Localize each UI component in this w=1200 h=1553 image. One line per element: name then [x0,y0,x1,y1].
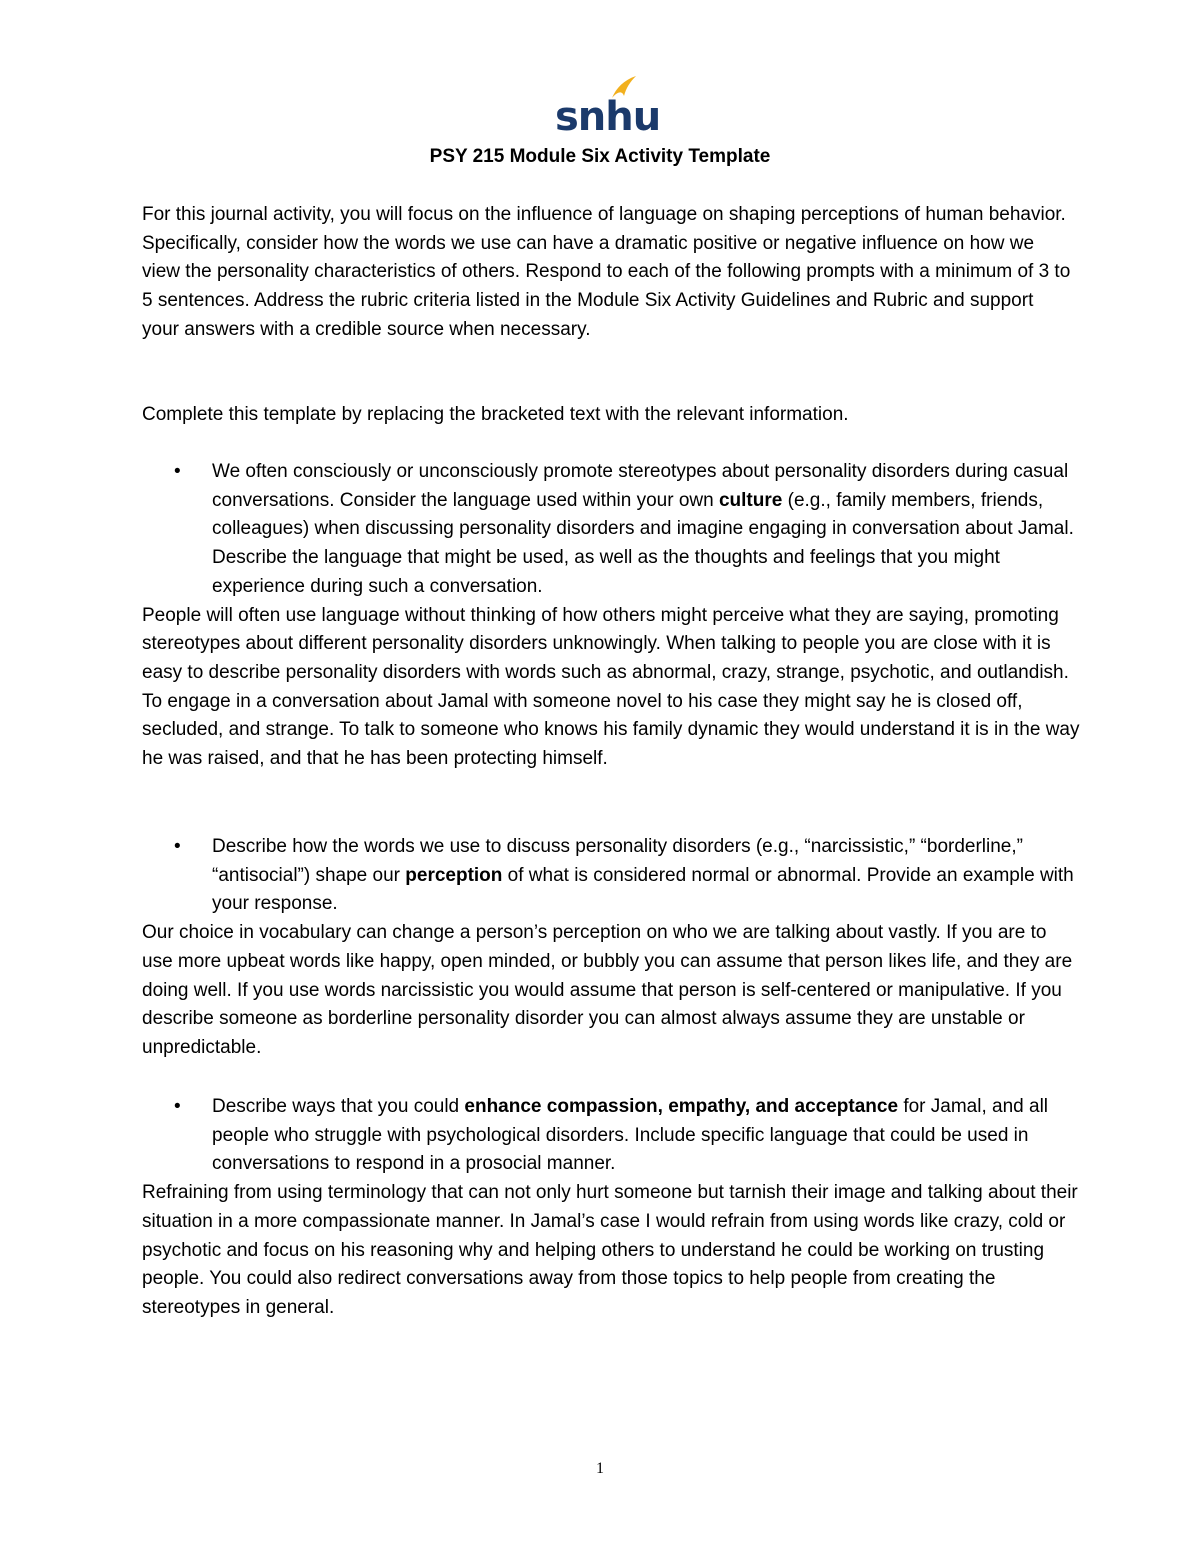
bullet-icon: • [174,836,181,857]
answer-2: Our choice in vocabulary can change a person’s perception on who we are talking about vastly. If you are to use more upbeat words like happy, open minded, or bubbly you can assume that person likes life, and they are doing well. If you use words narcissistic you would assume that person is self-centered or manipulative. If you describe someone as borderline personality disorder you can almost always assume they are unstable or unpredictable. [142,922,1073,1058]
prompt-3: • Describe ways that you could enhance compassion, empathy, and acceptance for Jamal, and all people who struggle with psychological disorders. Include specific language that could be used in conversations to respond in a prosocial manner. [142,1093,1082,1179]
page-title: PSY 215 Module Six Activity Template [429,146,771,167]
bullet-icon: • [174,461,181,482]
prompt-2: • Describe how the words we use to discuss personality disorders (e.g., “narcissistic,” “borderline,” “antisocial”) shape our perception of what is considered normal or abnormal. Provide an example with your response. [142,833,1082,919]
question-block-1 [142,458,1082,774]
page-number: 1 [596,1460,604,1477]
question-block-2 [142,833,1082,1063]
question-block-3 [142,1093,1082,1323]
answer-1: People will often use language without thinking of how others might perceive what they are saying, promoting stereotypes about different personality disorders unknowingly. When talking to people you are close with it is easy to describe personality disorders with words such as abnormal, crazy, strange, psychotic, and outlandish. To engage in a conversation about Jamal with someone novel to his case they might say he is closed off, secluded, and strange. To talk to someone who knows his family dynamic they would understand it is in the way he was raised, and that he has been protecting himself. [142,604,1080,770]
answer-3: Refraining from using terminology that can not only hurt someone but tarnish their image and talking about their situation in a more compassionate manner. In Jamal’s case I would refrain from using words like crazy, cold or psychotic and focus on his reasoning why and helping others to understand he could be working on trusting people. You could also redirect conversations away from those topics to help people from creating the stereotypes in general. [142,1182,1078,1318]
logo-wordmark: snhu [555,94,661,140]
intro-text: For this journal activity, you will focus on the influence of language on shaping perceptions of human behavior. Specifically, consider how the words we use can have a dramatic positive or negative influence on how we view the personality characteristics of others. Respond to each of the following prompts with a minimum of 3 to 5 sentences. Address the rubric criteria listed in the Module Six Activity Guidelines and Rubric and support your answers with a credible source when necessary. [142,204,1071,340]
bullet-icon: • [174,1096,181,1117]
instruction-text: Complete this template by replacing the bracketed text with the relevant information. [142,404,849,425]
snhu-logo [554,74,661,140]
prompt-1: • We often consciously or unconsciously promote stereotypes about personality disorders during casual conversations. Consider the language used within your own culture (e.g., family members, friends, colleagues) when discussing personality disorders and imagine engaging in conversation about Jamal. Describe the language that might be used, as well as the thoughts and feelings that you might experience during such a conversation. [142,458,1082,602]
intro-paragraph [142,201,1072,345]
